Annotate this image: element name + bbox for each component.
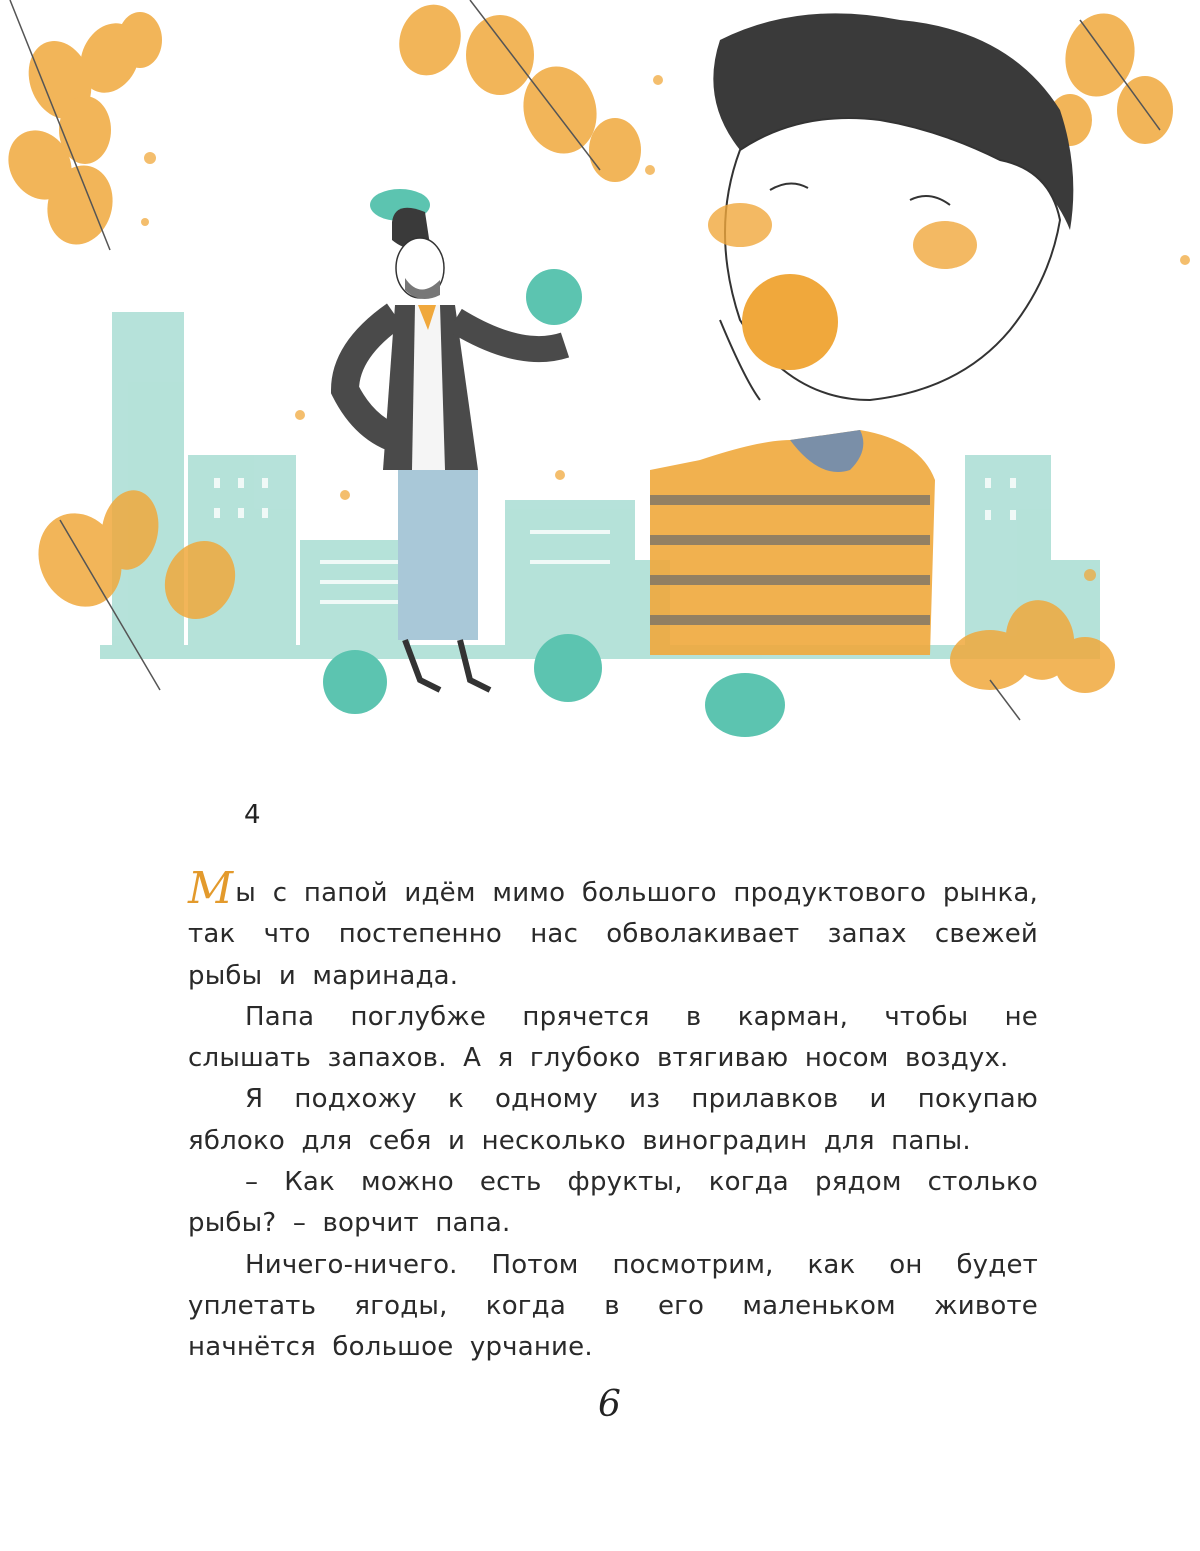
paragraph: Папа поглубже прячется в карман, чтобы не слышать запахов. А я глубоко втягиваю носом воздух. xyxy=(188,1001,1038,1074)
paragraph: – Как можно есть фрукты, когда рядом столько рыбы? – ворчит папа. xyxy=(188,1167,1038,1239)
paragraph-text: ы с папой идём мимо большого продуктового рынка, так что постепенно нас обволакивает запах свежей рыбы и маринада. xyxy=(188,878,1038,991)
chapter-number: 4 xyxy=(244,800,261,830)
paragraph: Я подхожу к одному из прилавков и покупаю яблоко для себя и несколько виноградин для папы. xyxy=(188,1084,1038,1156)
paragraph xyxy=(188,863,1038,997)
paragraph: Ничего-ничего. Потом посмотрим, как он будет уплетать ягоды, когда в его маленьком животе начнётся большое урчание. xyxy=(188,1249,1038,1363)
drop-cap: М xyxy=(188,863,234,914)
story-text xyxy=(188,863,1038,1369)
page-number: 6 xyxy=(598,1384,621,1425)
illustration-boy-and-father xyxy=(0,0,1200,760)
